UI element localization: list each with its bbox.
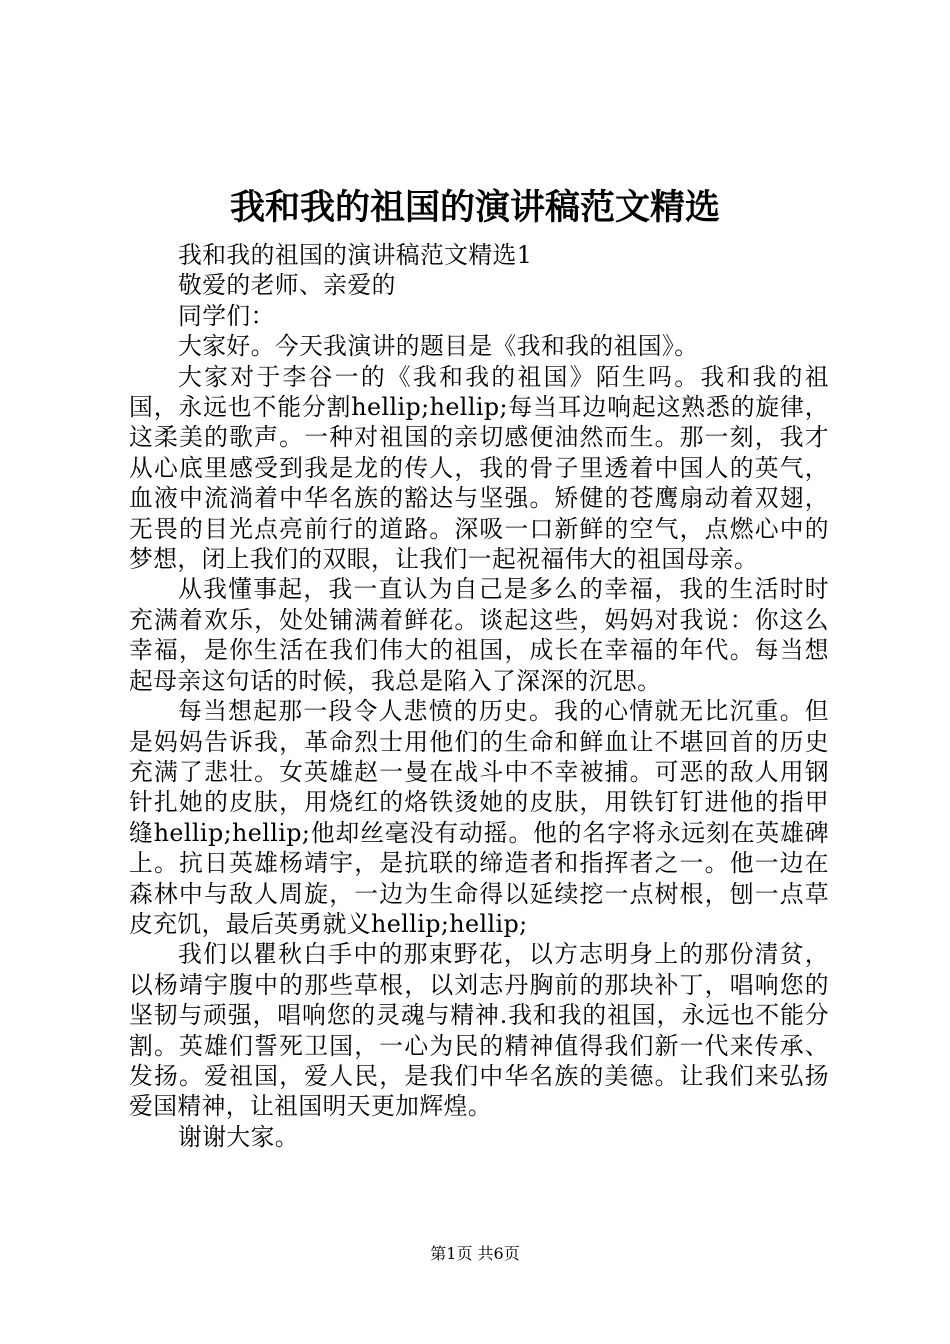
closing-paragraph: 谢谢大家。 xyxy=(178,1122,299,1151)
salutation-line-2: 同学们： xyxy=(178,301,275,330)
document-title: 我和我的祖国的演讲稿范文精选 xyxy=(229,187,720,228)
body-paragraph: 每当想起那一段令人悲愤的历史。我的心情就无比沉重。但是妈妈告诉我，革命烈士用他们的生命和鲜血让不堪回首的历史充满了悲壮。女英雄赵一曼在战斗中不幸被捕。可恶的敌人用钢针扎她的皮肤，用烧红的烙铁烫她的皮肤，用铁钉钉进他的指甲缝hellip;hellip;他却丝毫没有动摇。他的名字将永远刻在英雄碑上。抗日英雄杨靖宇，是抗联的缔造者和指挥者之一。他一边在森林中与敌人周旋，一边为生命得以延续挖一点树根，刨一点草皮充饥，最后英勇就义hellip;hellip; xyxy=(129,697,829,938)
body-paragraph: 大家对于李谷一的《我和我的祖国》陌生吗。我和我的祖国，永远也不能分割hellip;hellip;每当耳边响起这熟悉的旋律，这柔美的歌声。一种对祖国的亲切感便油然而生。那一刻，我才从心底里感受到我是龙的传人，我的骨子里透着中国人的英气，血液中流淌着中华名族的豁达与坚强。矫健的苍鹰扇动着双翅，无畏的目光点亮前行的道路。深吸一口新鲜的空气，点燃心中的梦想，闭上我们的双眼，让我们一起祝福伟大的祖国母亲。 xyxy=(129,362,829,574)
opening-paragraph: 大家好。今天我演讲的题目是《我和我的祖国》。 xyxy=(178,332,699,361)
salutation-line-1: 敬爱的老师、亲爱的 xyxy=(178,271,396,300)
body-paragraph: 我们以瞿秋白手中的那束野花，以方志明身上的那份清贫，以杨靖宇腹中的那些草根，以刘志丹胸前的那块补丁，唱响您的坚韧与顽强，唱响您的灵魂与精神.我和我的祖国，永远也不能分割。英雄们誓死卫国，一心为民的精神值得我们新一代来传承、发扬。爱祖国，爱人民，是我们中华名族的美德。让我们来弘扬爱国精神，让祖国明天更加辉煌。 xyxy=(129,940,829,1121)
document-body xyxy=(129,240,829,1152)
page-footer: 第1页 共6页 xyxy=(430,1244,520,1263)
body-paragraph: 从我懂事起，我一直认为自己是多么的幸福，我的生活时时充满着欢乐，处处铺满着鲜花。谈起这些，妈妈对我说：你这么幸福，是你生活在我们伟大的祖国，成长在幸福的年代。每当想起母亲这句话的时候，我总是陷入了深深的沉思。 xyxy=(129,575,829,695)
subtitle-paragraph: 我和我的祖国的演讲稿范文精选1 xyxy=(178,241,533,269)
